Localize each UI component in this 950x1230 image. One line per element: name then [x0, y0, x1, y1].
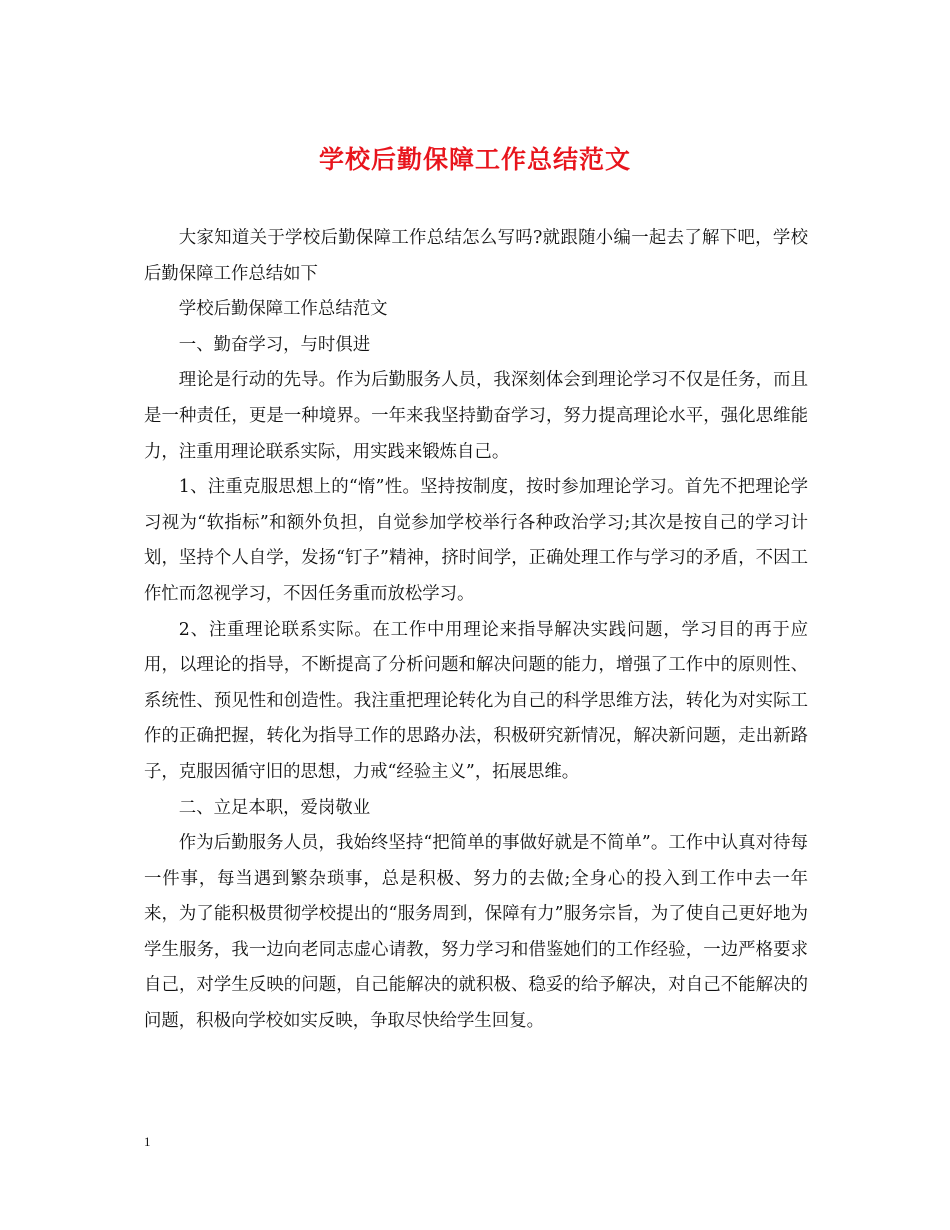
paragraph-subtitle: 学校后勤保障工作总结范文 [178, 299, 388, 320]
paragraph-theory: 理论是行动的先导。作为后勤服务人员，我深刻体会到理论学习不仅是任务，而且是一种责任，更是一种境界。一年来我坚持勤奋学习，努力提高理论水平，强化思维能力，注重用理论联系实际，用实践来锻炼自己。 [144, 370, 808, 462]
paragraph-intro: 大家知道关于学校后勤保障工作总结怎么写吗?就跟随小编一起去了解下吧，学校后勤保障工作总结如下 [144, 228, 808, 284]
paragraph-point-1: 1、注重克服思想上的“惰”性。坚持按制度，按时参加理论学习。首先不把理论学习视为“软指标”和额外负担，自觉参加学校举行各种政治学习;其次是按自己的学习计划，坚持个人自学，发扬“钉子”精神，挤时间学，正确处理工作与学习的矛盾，不因工作忙而忽视学习，不因任务重而放松学习。 [144, 477, 808, 604]
paragraph-point-2: 2、注重理论联系实际。在工作中用理论来指导解决实践问题，学习目的再于应用，以理论的指导，不断提高了分析问题和解决问题的能力，增强了工作中的原则性、系统性、预见性和创造性。我注重把理论转化为自己的科学思维方法，转化为对实际工作的正确把握，转化为指导工作的思路办法，积极研究新情况，解决新问题，走出新路子，克服因循守旧的思想，力戒“经验主义”，拓展思维。 [144, 619, 808, 782]
section-heading-2: 二、立足本职，爱岗敬业 [178, 797, 371, 818]
document-body [144, 221, 808, 1040]
document-title: 学校后勤保障工作总结范文 [318, 145, 631, 174]
section-heading-1: 一、勤奋学习，与时俱进 [178, 334, 371, 355]
paragraph-service: 作为后勤服务人员，我始终坚持“把简单的事做好就是不简单”。工作中认真对待每一件事，每当遇到繁杂琐事，总是积极、努力的去做;全身心的投入到工作中去一年来，为了能积极贯彻学校提出的“服务周到，保障有力”服务宗旨，为了使自己更好地为学生服务，我一边向老同志虚心请教，努力学习和借鉴她们的工作经验，一边严格要求自己，对学生反映的问题，自己能解决的就积极、稳妥的给予解决，对自己不能解决的问题，积极向学校如实反映，争取尽快给学生回复。 [144, 833, 808, 1032]
page-number: 1 [144, 1134, 151, 1149]
